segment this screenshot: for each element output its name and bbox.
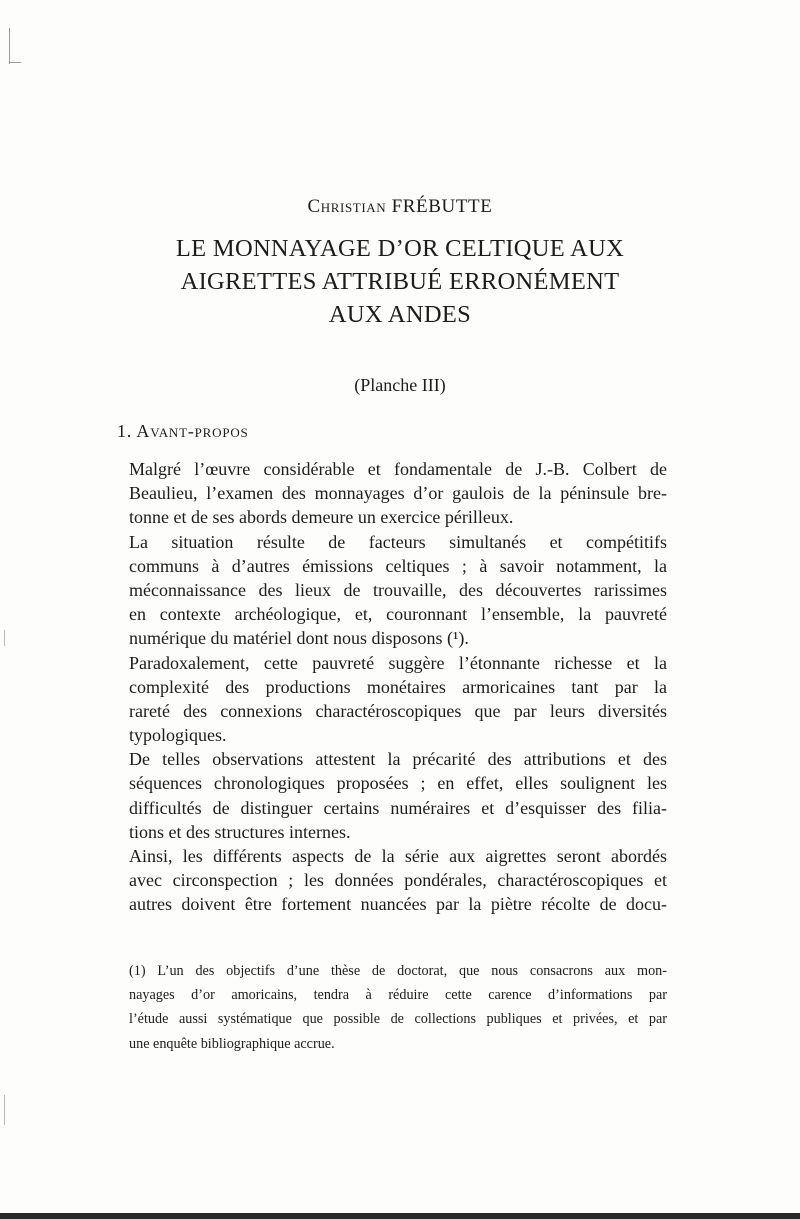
plate-reference: (Planche III) bbox=[354, 375, 446, 395]
footnote-line: l’étude aussi systématique que possible de collections publiques et privées, et par bbox=[129, 1011, 667, 1028]
text-line: Paradoxalement, cette pauvreté suggère l’étonnante richesse et la bbox=[129, 652, 667, 673]
footnote-line: nayages d’or amoricains, tendra à réduire cette carence d’informations par bbox=[129, 987, 667, 1004]
title-line: AIGRETTES ATTRIBUÉ ERRONÉMENT bbox=[180, 268, 620, 295]
scan-edge-tick bbox=[4, 630, 5, 646]
text-line: avec circonspection ; les données pondérales, charactéroscopiques et bbox=[129, 870, 667, 891]
text-line: communs à d’autres émissions celtiques ; à savoir notamment, la bbox=[129, 555, 667, 576]
text-line: typologiques. bbox=[129, 725, 227, 746]
text-line: autres doivent être fortement nuancées par la piètre récolte de docu- bbox=[129, 894, 667, 915]
text-line: complexité des productions monétaires armoricaines tant par la bbox=[129, 676, 667, 697]
text-line: numérique du matériel dont nous disposons (¹). bbox=[129, 628, 469, 649]
scan-bottom-edge bbox=[0, 1213, 800, 1219]
crop-mark-vertical bbox=[9, 28, 10, 64]
text-line: tonne et de ses abords demeure un exercice périlleux. bbox=[129, 507, 514, 528]
text-line: La situation résulte de facteurs simultanés et compétitifs bbox=[129, 531, 667, 552]
title-line: LE MONNAYAGE D’OR CELTIQUE AUX bbox=[175, 235, 625, 262]
footnote bbox=[129, 961, 667, 1058]
text-line: tions et des structures internes. bbox=[129, 821, 351, 842]
text-line: séquences chronologiques proposées ; en effet, elles soulignent les bbox=[129, 773, 667, 794]
text-line: difficultés de distinguer certains numéraires et d’esquisser des filia- bbox=[129, 797, 667, 818]
text-line: Malgré l’œuvre considérable et fondamentale de J.-B. Colbert de bbox=[129, 459, 667, 479]
scan-edge-tick bbox=[4, 1095, 5, 1125]
footnote-line: (1) L’un des objectifs d’une thèse de doctorat, que nous consacrons aux mon- bbox=[129, 963, 667, 979]
section-heading: 1. Avant-propos bbox=[117, 421, 249, 441]
text-line: De telles observations attestent la précarité des attributions et des bbox=[129, 749, 667, 770]
title-line: AUX ANDES bbox=[328, 301, 472, 328]
text-line: Beaulieu, l’examen des monnayages d’or gaulois de la péninsule bre- bbox=[129, 483, 667, 504]
footnote-line: une enquête bibliographique accrue. bbox=[129, 1035, 335, 1052]
text-line: Ainsi, les différents aspects de la série aux aigrettes seront abordés bbox=[129, 846, 667, 866]
text-line: rareté des connexions charactéroscopiques que par leurs diversités bbox=[129, 700, 667, 721]
body-text bbox=[129, 457, 667, 917]
author-name: Christian FRÉBUTTE bbox=[307, 196, 493, 217]
article-title bbox=[120, 232, 680, 331]
crop-mark-horizontal bbox=[9, 62, 21, 63]
text-line: en contexte archéologique, et, couronnant l’ensemble, la pauvreté bbox=[129, 604, 667, 625]
text-line: méconnaissance des lieux de trouvaille, des découvertes rarissimes bbox=[129, 579, 667, 600]
